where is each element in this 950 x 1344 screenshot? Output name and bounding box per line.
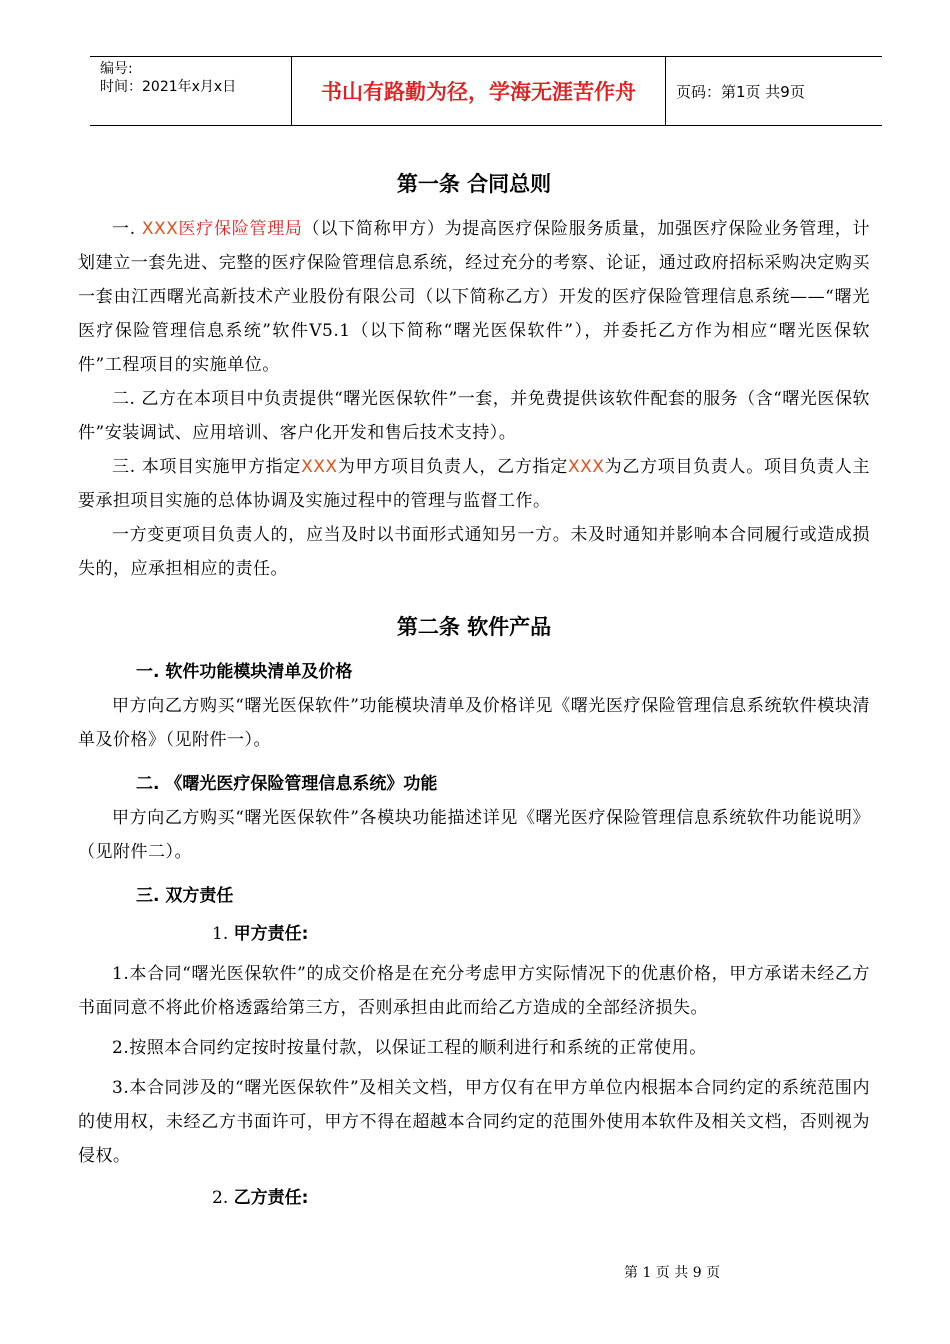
page-footer: 第 1 页 共 9 页 [624,1265,721,1281]
organization-name: 医疗保险管理局 [178,219,303,239]
placeholder-xxx: XXX [141,219,179,239]
header-meta [90,57,292,125]
page-header [90,56,882,126]
paragraph-text: （以下简称甲方）为提高医疗保险服务质量，加强医疗保险业务管理，计划建立一套先进、完整的医疗保险管理信息系统，经过充分的考察、论证，通过政府招标采购决定购买一套由江西曙光高新技术产业股份有限公司（以下简称乙方）开发的医疗保险管理信息系统——“曙光医疗保险管理信息系统”软件V5.1（以下简称“曙光医保软件”），并委托乙方作为相应“曙光医保软件”工程项目的实施单位。 [78,219,871,375]
section-2-heading: 二. 《曙光医疗保险管理信息系统》功能 [136,774,438,794]
article-1-paragraph-2: 二. 乙方在本项目中负责提供“曙光医保软件”一套，并免费提供该软件配套的服务（含“曙光医保软件”安装调试、应用培训、客户化开发和售后技术支持）。 [78,389,870,443]
article-1-paragraph-3 [78,450,870,518]
section-1-text: 甲方向乙方购买“曙光医保软件”功能模块清单及价格详见《曙光医疗保险管理信息系统软件模块清单及价格》（见附件一）。 [78,696,870,750]
document-time-label: 时间：2021年x月x日 [100,79,237,95]
header-page-info: 页码：第1页 共9页 [676,82,805,101]
header-motto: 书山有路勤为径，学海无涯苦作舟 [292,57,666,125]
party-b-title: 乙方责任: [233,1188,309,1208]
clause-number: 一. [112,219,136,239]
paragraph-text: 为乙方项目负责人。项目负责人主要承担项目实施的总体协调及实施过程中的管理与监督工作。 [78,457,871,511]
item-number: 1. [212,924,229,944]
placeholder-xxx: XXX [567,457,605,477]
party-a-item-1: 1.本合同“曙光医保软件”的成交价格是在充分考虑甲方实际情况下的优惠价格，甲方承诺未经乙方书面同意不将此价格透露给第三方，否则承担由此而给乙方造成的全部经济损失。 [78,964,870,1018]
section-3-heading [78,879,870,913]
document-body [78,168,870,1215]
party-a-title: 甲方责任: [233,924,309,944]
section-1-heading: 一. 软件功能模块清单及价格 [136,662,353,682]
article-1-title: 第一条 合同总则 [396,172,552,196]
party-a-item-3: 3.本合同涉及的“曙光医保软件”及相关文档，甲方仅有在甲方单位内根据本合同约定的系统范围内的使用权，未经乙方书面许可，甲方不得在超越本合同约定的范围外使用本软件及相关文档，否则视为侵权。 [78,1078,870,1166]
section-3-title: 三. 双方责任 [136,886,234,906]
paragraph-text: 三. 本项目实施甲方指定 [112,457,302,477]
paragraph-text: 为甲方项目负责人，乙方指定 [337,457,568,477]
party-a-item-2: 2.按照本合同约定按时按量付款，以保证工程的顺利进行和系统的正常使用。 [112,1038,707,1058]
section-2-text: 甲方向乙方购买“曙光医保软件”各模块功能描述详见《曙光医疗保险管理信息系统软件功能说明》（见附件二）。 [78,808,870,862]
article-1-paragraph-1 [78,212,870,382]
party-a-heading [78,917,870,951]
article-2-title: 第二条 软件产品 [396,615,552,639]
document-number-label: 编号: [100,61,133,77]
placeholder-xxx: XXX [301,457,338,477]
party-b-heading [78,1181,870,1215]
article-1-paragraph-4: 一方变更项目负责人的，应当及时以书面形式通知另一方。未及时通知并影响本合同履行或造成损失的，应承担相应的责任。 [78,525,870,579]
item-number: 2. [212,1188,229,1208]
